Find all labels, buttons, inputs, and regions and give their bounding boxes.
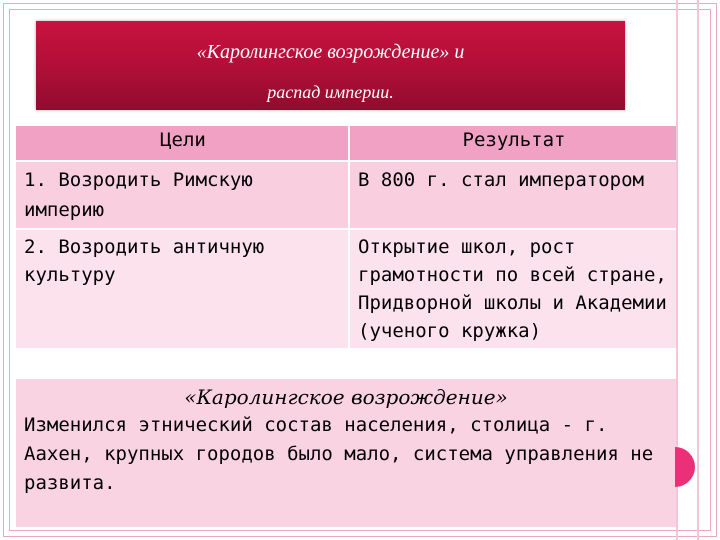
goals-results-table: [16, 124, 676, 348]
result-cell: [349, 229, 676, 348]
result-cell: [349, 161, 676, 229]
goal-text: 1. Возродить Римскую империю: [24, 169, 253, 221]
summary-panel: [16, 377, 676, 527]
table-header-row: [16, 125, 676, 161]
slide-title-line-1: «Каролингское возрождение» и: [196, 41, 465, 63]
table-row: [16, 229, 676, 348]
slide-title-line-2: распад империи.: [267, 82, 394, 102]
result-text: Открытие школ, рост грамотности по всей стране, Придворной школы и Академии (ученого кружка): [358, 236, 667, 342]
summary-heading: «Каролингское возрождение»: [184, 385, 508, 409]
column-header-results: Результат: [349, 125, 676, 161]
goal-cell: [16, 161, 349, 229]
table-row: [16, 161, 676, 229]
summary-text: Изменился этнический состав населения, столица - г. Аахен, крупных городов было мало, система управления не развита.: [24, 414, 654, 494]
column-header-goals: Цели: [16, 125, 349, 161]
goal-text: 2. Возродить античную культуру: [24, 236, 265, 286]
result-text: В 800 г. стал императором: [358, 169, 644, 191]
goal-cell: [16, 229, 349, 348]
decorative-vertical-line: [697, 0, 699, 540]
slide-title-banner: [36, 21, 625, 110]
